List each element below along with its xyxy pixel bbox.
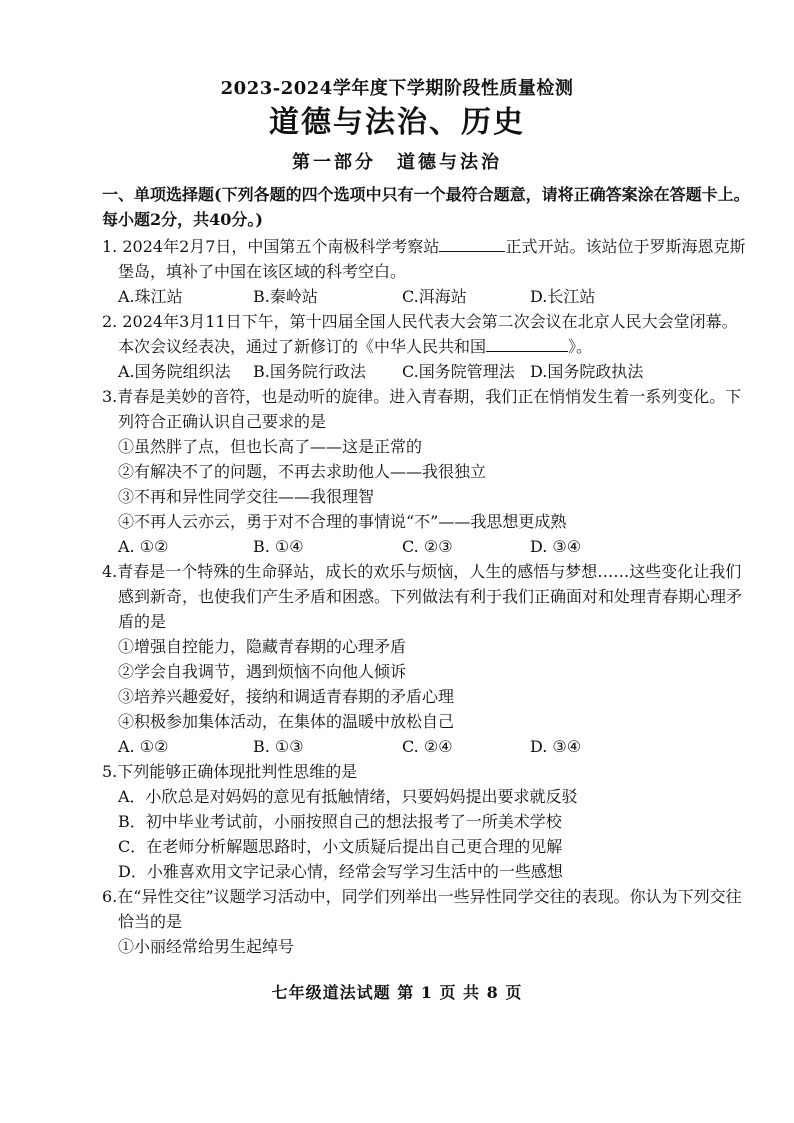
q4-option-a: A. ①② bbox=[118, 737, 169, 756]
q2-stem-line-1: 2. 2024年3月11日下午，第十四届全国人民代表大会第二次会议在北京人民大会堂闭幕。 bbox=[102, 312, 738, 331]
q3-item-2: ②有解决不了的问题，不再去求助他人——我很独立 bbox=[118, 462, 487, 481]
section-heading-line-2: 每小题2分，共40分。) bbox=[102, 210, 263, 229]
q1-stem-line-2: 堡岛，填补了中国在该区域的科考空白。 bbox=[118, 262, 407, 281]
q3-item-4: ④不再人云亦云，勇于对不合理的事情说“不”——我思想更成熟 bbox=[118, 512, 567, 531]
q2-option-a: A.国务院组织法 bbox=[118, 362, 231, 381]
exam-title: 道德与法治、历史 bbox=[269, 105, 525, 140]
q3-option-c: C. ②③ bbox=[402, 537, 453, 556]
page-footer: 七年级道法试题 第 1 页 共 8 页 bbox=[271, 983, 523, 1002]
q4-item-2: ②学会自我调节，遇到烦恼不向他人倾诉 bbox=[118, 662, 407, 681]
q3-item-1: ①虽然胖了点，但也长高了——这是正常的 bbox=[118, 437, 423, 456]
q5-option-d: D．小雅喜欢用文字记录心情，经常会写学习生活中的一些感想 bbox=[118, 862, 563, 881]
q1-stem-part-a: 1. 2024年2月7日，中国第五个南极科学考察站 bbox=[102, 237, 440, 256]
q1-stem-part-b: 正式开站。该站位于罗斯海恩克斯 bbox=[505, 237, 746, 256]
q2-option-d: D.国务院政执法 bbox=[530, 362, 644, 381]
q5-option-c: C．在老师分析解题思路时，小文质疑后提出自己更合理的见解 bbox=[118, 837, 563, 856]
q1-option-a: A.珠江站 bbox=[118, 287, 183, 306]
q4-option-d: D. ③④ bbox=[530, 737, 582, 756]
q2-stem-part-a: 本次会议经表决，通过了新修订的《中华人民共和国 bbox=[118, 337, 487, 356]
q2-answer-blank bbox=[486, 335, 568, 352]
q4-item-4: ④积极参加集体活动，在集体的温暖中放松自己 bbox=[118, 712, 455, 731]
exam-subtitle: 2023-2024学年度下学期阶段性质量检测 bbox=[220, 78, 574, 99]
q4-item-1: ①增强自控能力，隐藏青春期的心理矛盾 bbox=[118, 637, 407, 656]
q1-option-b: B.秦岭站 bbox=[253, 287, 318, 306]
q1-stem-line-1 bbox=[102, 234, 746, 259]
q6-item-1: ①小丽经常给男生起绰号 bbox=[118, 937, 295, 956]
q1-answer-blank bbox=[439, 235, 505, 252]
q4-item-3: ③培养兴趣爱好，接纳和调适青春期的矛盾心理 bbox=[118, 687, 455, 706]
q3-option-b: B. ①④ bbox=[253, 537, 304, 556]
section-heading bbox=[102, 182, 750, 232]
q4-option-c: C. ②④ bbox=[402, 737, 453, 756]
q1-option-d: D.长江站 bbox=[530, 287, 596, 306]
section-heading-line-1: 一、单项选择题(下列各题的四个选项中只有一个最符合题意，请将正确答案涂在答题卡上。 bbox=[102, 185, 750, 204]
q2-stem-part-b: 》。 bbox=[568, 337, 593, 356]
q4-stem-line-2: 感到新奇，也使我们产生矛盾和困惑。下列做法有利于我们正确面对和处理青春期心理矛 bbox=[118, 587, 743, 606]
q2-option-b: B.国务院行政法 bbox=[253, 362, 366, 381]
q3-stem-line-1: 3.青春是美妙的音符，也是动听的旋律。进入青春期，我们正在悄悄发生着一系列变化。下 bbox=[102, 387, 742, 406]
q2-option-c: C.国务院管理法 bbox=[402, 362, 515, 381]
q5-option-b: B．初中毕业考试前，小丽按照自己的想法报考了一所美术学校 bbox=[118, 812, 562, 831]
q5-option-a: A．小欣总是对妈妈的意见有抵触情绪，只要妈妈提出要求就反驳 bbox=[118, 787, 578, 806]
q6-stem-line-2: 恰当的是 bbox=[118, 912, 183, 931]
q1-option-c: C.洱海站 bbox=[402, 287, 467, 306]
q3-option-a: A. ①② bbox=[118, 537, 169, 556]
q2-stem-line-2 bbox=[118, 334, 714, 359]
q3-item-3: ③不再和异性同学交往——我很理智 bbox=[118, 487, 375, 506]
q4-stem-line-3: 盾的是 bbox=[118, 612, 167, 631]
q3-option-d: D. ③④ bbox=[530, 537, 582, 556]
q3-stem-line-2: 列符合正确认识自己要求的是 bbox=[118, 412, 327, 431]
q5-stem: 5.下列能够正确体现批判性思维的是 bbox=[102, 762, 358, 781]
part-heading: 第一部分 道德与法治 bbox=[292, 152, 502, 173]
q4-option-b: B. ①③ bbox=[253, 737, 304, 756]
q6-stem-line-1: 6.在“异性交往”议题学习活动中，同学们列举出一些异性同学交往的表现。你认为下列交往 bbox=[102, 887, 742, 906]
q4-stem-line-1: 4.青春是一个特殊的生命驿站，成长的欢乐与烦恼，人生的感悟与梦想……这些变化让我们 bbox=[102, 562, 742, 581]
